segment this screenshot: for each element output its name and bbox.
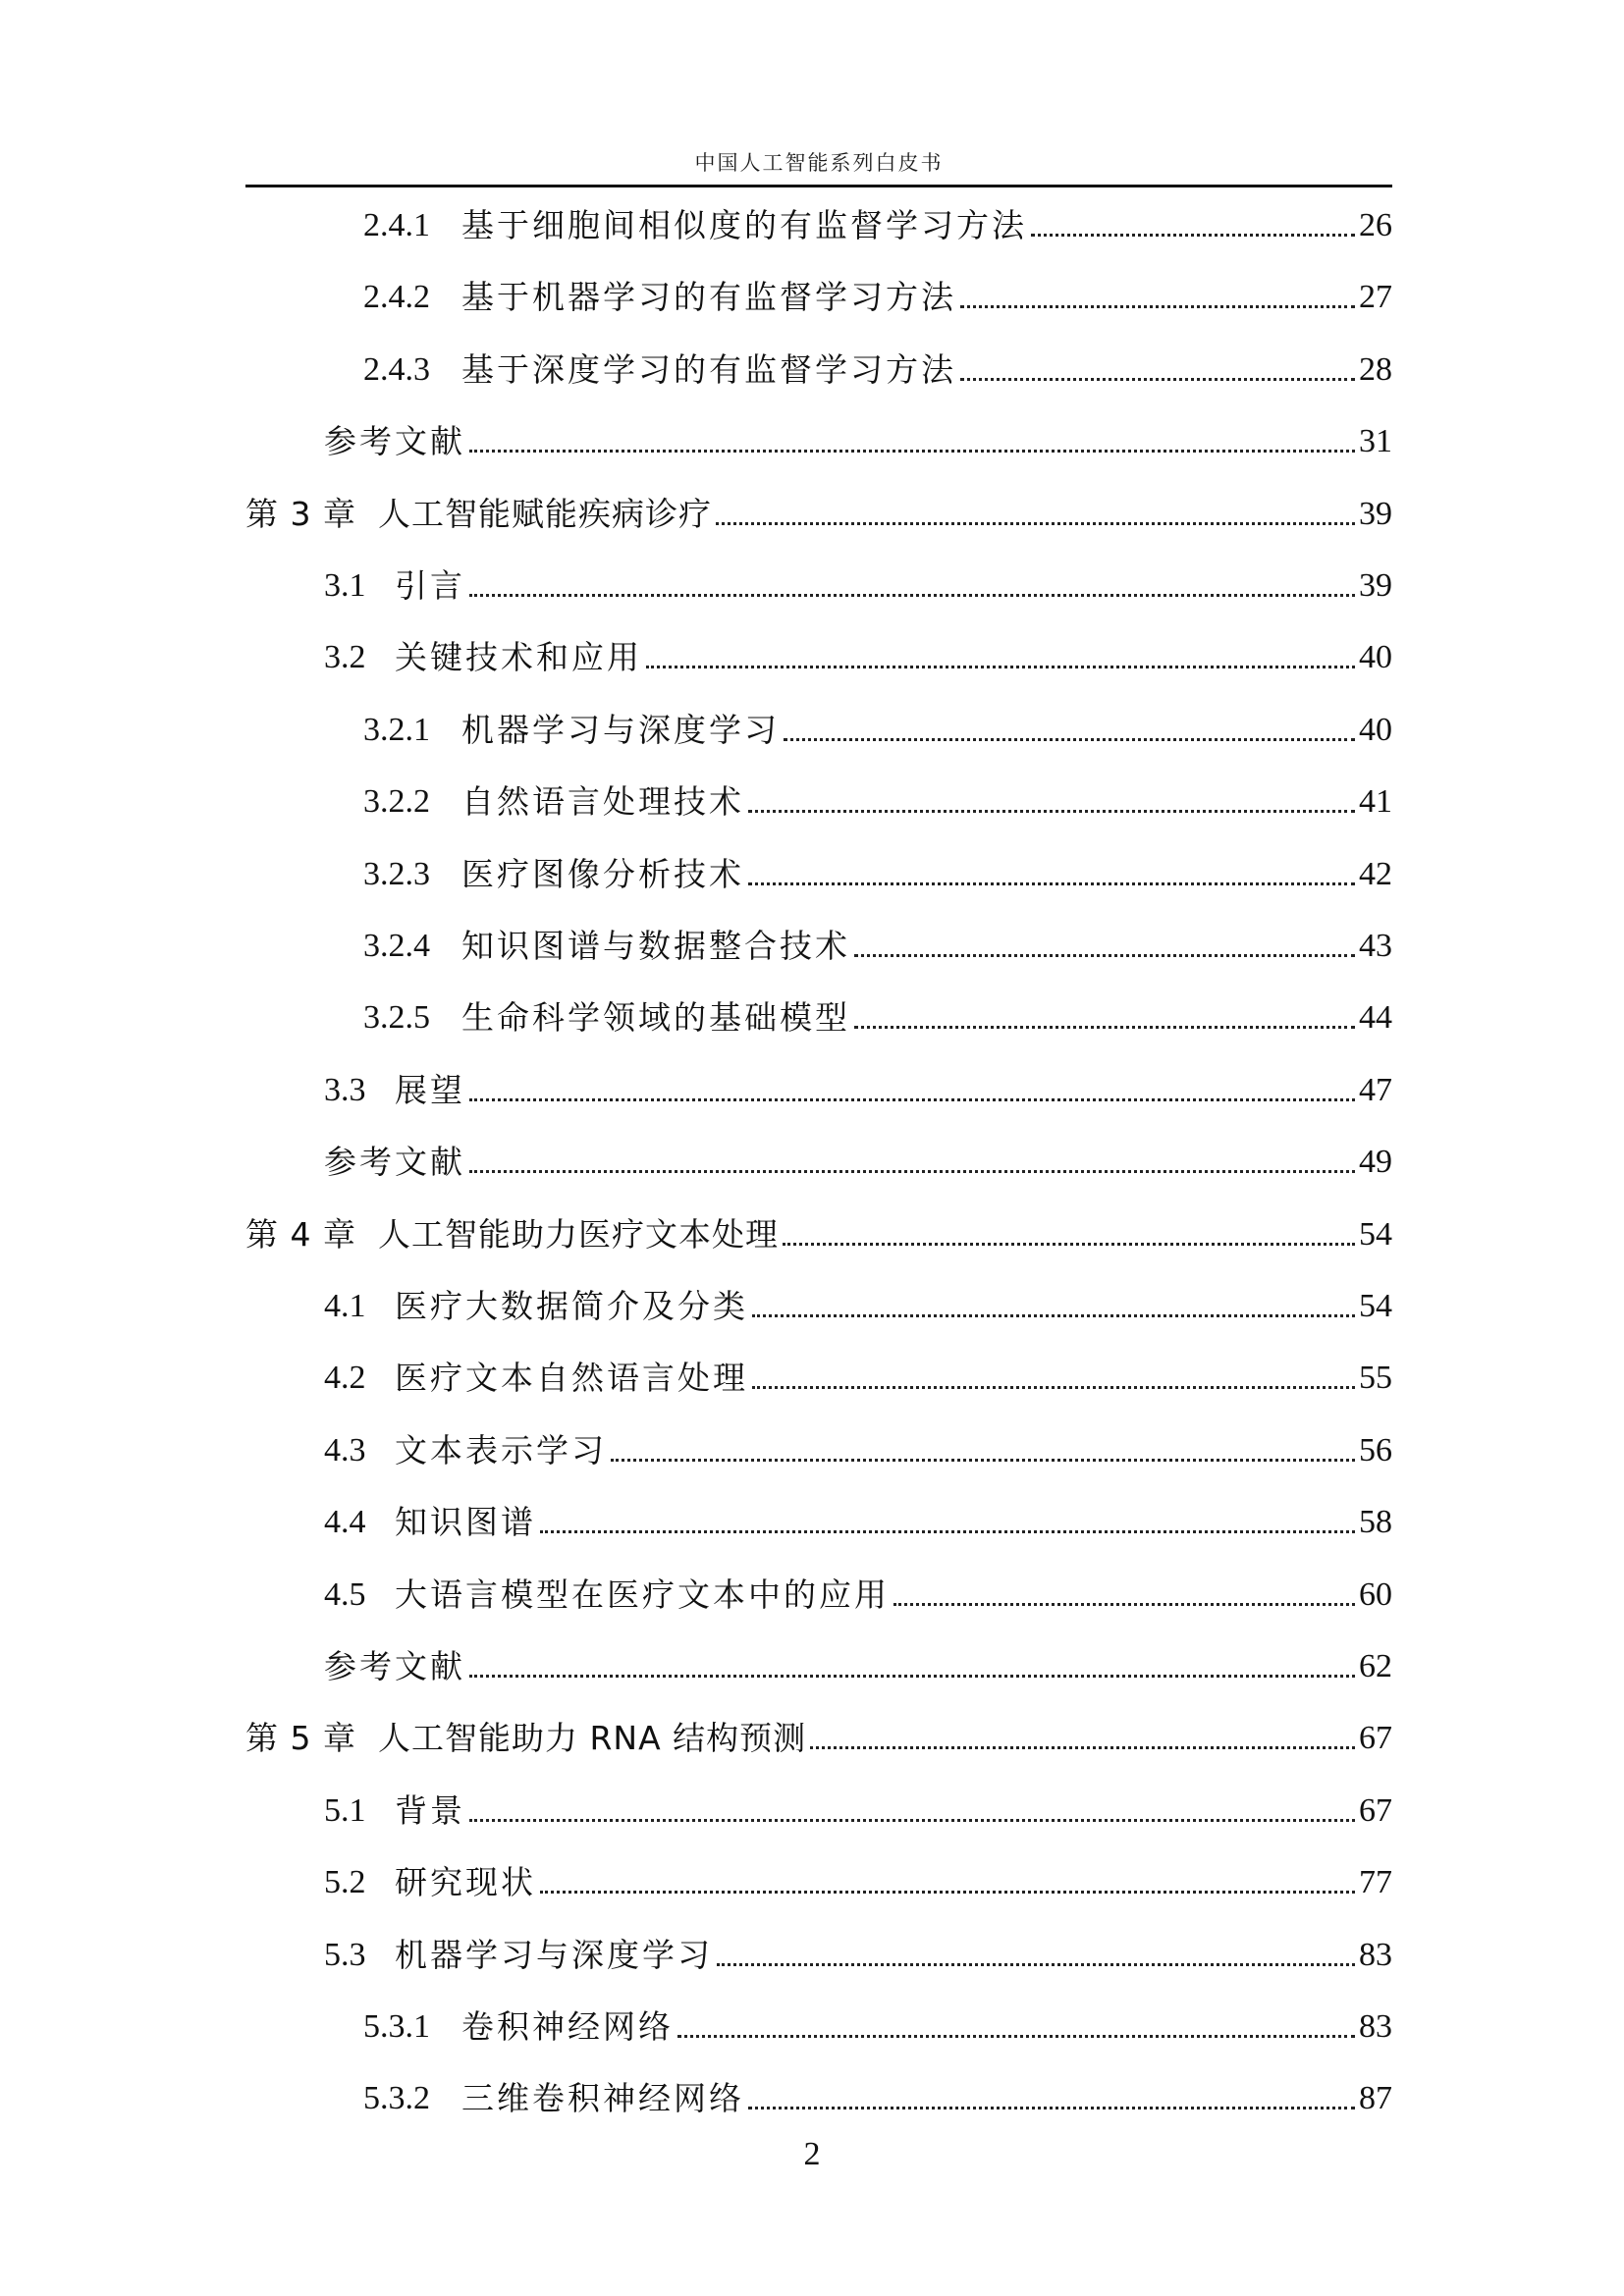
toc-entry-subsection[interactable] (363, 782, 1392, 822)
toc-entry-page-number: 41 (1359, 783, 1392, 820)
toc-entry-chapter[interactable] (245, 1719, 1392, 1758)
toc-entry-page-number: 87 (1359, 2080, 1392, 2116)
toc-entry-page-number: 77 (1359, 1864, 1392, 1900)
toc-entry-title: 自然语言处理技术 (461, 782, 744, 821)
toc-entry-section[interactable] (324, 1791, 1392, 1831)
toc-entry-page-number: 43 (1359, 928, 1392, 964)
toc-entry-page-number: 67 (1359, 1720, 1392, 1756)
toc-entry-page-number: 49 (1359, 1144, 1392, 1180)
toc-entry-title: 基于机器学习的有监督学习方法 (461, 278, 956, 316)
toc-entry-section[interactable] (324, 1936, 1392, 1975)
dot-leader (748, 2107, 1355, 2109)
toc-entry-page-number: 67 (1359, 1792, 1392, 1829)
running-header: 中国人工智能系列白皮书 (694, 151, 944, 175)
toc-entry-title: 医疗文本自然语言处理 (395, 1359, 748, 1397)
dot-leader (960, 378, 1355, 381)
toc-entry-number: 5.1 (324, 1792, 366, 1829)
dot-leader (960, 305, 1355, 308)
toc-entry-number: 2.4.1 (363, 207, 430, 243)
toc-entry-page-number: 44 (1359, 999, 1392, 1036)
toc-entry-subsection[interactable] (363, 998, 1392, 1038)
dot-leader (646, 666, 1355, 668)
toc-entry-number: 第 4 章 (245, 1215, 356, 1254)
toc-entry-title: 医疗大数据简介及分类 (395, 1287, 748, 1325)
toc-entry-title: 大语言模型在医疗文本中的应用 (395, 1575, 890, 1614)
toc-entry-ref[interactable] (324, 1647, 1392, 1686)
dot-leader (810, 1746, 1355, 1749)
toc-entry-page-number: 47 (1359, 1072, 1392, 1108)
toc-entry-subsection[interactable] (363, 350, 1392, 390)
dot-leader (540, 1891, 1355, 1894)
toc-entry-title: 知识图谱 (395, 1503, 536, 1541)
toc-entry-title: 基于深度学习的有监督学习方法 (461, 350, 956, 389)
toc-entry-subsection[interactable] (363, 927, 1392, 966)
dot-leader (469, 1098, 1355, 1101)
toc-entry-title: 生命科学领域的基础模型 (461, 998, 850, 1037)
dot-leader (854, 1026, 1355, 1029)
toc-entry-number: 4.5 (324, 1576, 366, 1613)
dot-leader (1031, 234, 1355, 237)
dot-leader (783, 1243, 1355, 1246)
toc-entry-page-number: 58 (1359, 1504, 1392, 1540)
toc-entry-page-number: 39 (1359, 496, 1392, 532)
toc-entry-page-number: 83 (1359, 1937, 1392, 1973)
toc-entry-page-number: 60 (1359, 1576, 1392, 1613)
toc-entry-subsection[interactable] (363, 2007, 1392, 2047)
toc-entry-page-number: 83 (1359, 2008, 1392, 2045)
toc-entry-number: 5.3.1 (363, 2008, 430, 2045)
toc-entry-number: 5.3.2 (363, 2080, 430, 2116)
toc-entry-title: 人工智能助力 RNA 结构预测 (377, 1719, 807, 1757)
toc-entry-number: 2.4.3 (363, 351, 430, 388)
dot-leader (748, 882, 1355, 885)
dot-leader (469, 1170, 1355, 1173)
toc-entry-page-number: 40 (1359, 639, 1392, 675)
toc-entry-page-number: 26 (1359, 207, 1392, 243)
page-number: 2 (803, 2136, 821, 2172)
dot-leader (469, 1675, 1355, 1678)
dot-leader (752, 1314, 1355, 1317)
toc-entry-page-number: 62 (1359, 1648, 1392, 1684)
toc-entry-page-number: 54 (1359, 1288, 1392, 1324)
toc-entry-title: 参考文献 (324, 1647, 465, 1685)
toc-entry-title: 卷积神经网络 (461, 2007, 674, 2046)
dot-leader (540, 1530, 1355, 1533)
toc-entry-title: 三维卷积神经网络 (461, 2079, 744, 2117)
toc-entry-number: 3.2.1 (363, 712, 430, 748)
dot-leader (717, 1963, 1355, 1966)
toc-entry-subsection[interactable] (363, 711, 1392, 750)
toc-entry-number: 5.2 (324, 1864, 366, 1900)
toc-entry-title: 背景 (395, 1791, 465, 1830)
dot-leader (784, 738, 1355, 741)
toc-entry-section[interactable] (324, 1575, 1392, 1615)
dot-leader (469, 594, 1355, 597)
dot-leader (469, 1819, 1355, 1822)
toc-entry-title: 医疗图像分析技术 (461, 855, 744, 893)
toc-entry-number: 3.1 (324, 567, 366, 604)
toc-entry-section[interactable] (324, 1503, 1392, 1542)
toc-entry-number: 4.4 (324, 1504, 366, 1540)
toc-entry-page-number: 31 (1359, 423, 1392, 459)
toc-entry-title: 基于细胞间相似度的有监督学习方法 (461, 206, 1027, 244)
dot-leader (611, 1459, 1355, 1462)
dot-leader (854, 954, 1355, 957)
toc-entry-number: 3.2 (324, 639, 366, 675)
toc-entry-number: 3.2.2 (363, 783, 430, 820)
dot-leader (748, 810, 1355, 813)
toc-entry-title: 人工智能赋能疾病诊疗 (377, 495, 712, 533)
toc-entry-section[interactable] (324, 1359, 1392, 1398)
dot-leader (716, 522, 1355, 525)
toc-entry-number: 3.2.3 (363, 856, 430, 892)
toc-entry-number: 2.4.2 (363, 279, 430, 315)
toc-entry-section[interactable] (324, 638, 1392, 677)
toc-entry-number: 4.3 (324, 1432, 366, 1468)
toc-entry-chapter[interactable] (245, 1215, 1392, 1255)
toc-entry-page-number: 28 (1359, 351, 1392, 388)
dot-leader (469, 450, 1355, 453)
toc-entry-section[interactable] (324, 1431, 1392, 1470)
toc-entry-page-number: 54 (1359, 1216, 1392, 1253)
toc-entry-title: 文本表示学习 (395, 1431, 607, 1469)
toc-entry-page-number: 40 (1359, 712, 1392, 748)
toc-entry-title: 人工智能助力医疗文本处理 (377, 1215, 779, 1254)
toc-entry-subsection[interactable] (363, 855, 1392, 894)
toc-entry-ref[interactable] (324, 422, 1392, 461)
toc-entry-number: 3.3 (324, 1072, 366, 1108)
toc-entry-title: 展望 (395, 1071, 465, 1109)
toc-entry-page-number: 56 (1359, 1432, 1392, 1468)
toc-entry-subsection[interactable] (363, 278, 1392, 317)
toc-entry-ref[interactable] (324, 1143, 1392, 1182)
toc-entry-subsection[interactable] (363, 206, 1392, 245)
toc-entry-number: 3.2.4 (363, 928, 430, 964)
toc-entry-number: 第 5 章 (245, 1719, 356, 1757)
toc-entry-subsection[interactable] (363, 2079, 1392, 2118)
dot-leader (893, 1603, 1355, 1606)
toc-entry-title: 参考文献 (324, 1143, 465, 1181)
toc-entry-section[interactable] (324, 566, 1392, 606)
toc-entry-number: 第 3 章 (245, 495, 356, 533)
dot-leader (752, 1386, 1355, 1389)
toc-entry-section[interactable] (324, 1863, 1392, 1902)
toc-entry-title: 机器学习与深度学习 (395, 1936, 713, 1974)
dot-leader (677, 2035, 1355, 2038)
toc-entry-page-number: 55 (1359, 1360, 1392, 1396)
toc-entry-page-number: 27 (1359, 279, 1392, 315)
toc-entry-section[interactable] (324, 1287, 1392, 1326)
toc-entry-section[interactable] (324, 1071, 1392, 1110)
toc-entry-title: 引言 (395, 566, 465, 605)
toc-entry-chapter[interactable] (245, 495, 1392, 534)
toc-entry-page-number: 42 (1359, 856, 1392, 892)
toc-entry-title: 关键技术和应用 (395, 638, 642, 676)
toc-entry-title: 知识图谱与数据整合技术 (461, 927, 850, 965)
toc-entry-title: 机器学习与深度学习 (461, 711, 780, 749)
toc-entry-number: 5.3 (324, 1937, 366, 1973)
toc-entry-number: 4.2 (324, 1360, 366, 1396)
toc-entry-title: 参考文献 (324, 422, 465, 460)
toc-entry-title: 研究现状 (395, 1863, 536, 1901)
toc-entry-number: 4.1 (324, 1288, 366, 1324)
toc-entry-page-number: 39 (1359, 567, 1392, 604)
toc-entry-number: 3.2.5 (363, 999, 430, 1036)
